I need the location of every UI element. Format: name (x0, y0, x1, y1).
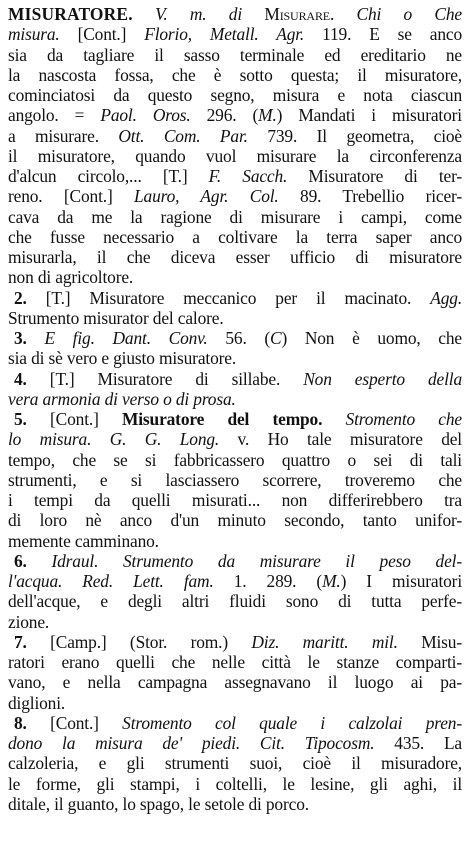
text-run: Strumento misurator del calore. (8, 307, 224, 328)
text-run: 739. Il geometra, cioè (247, 125, 462, 146)
text-run: ) Mandati i misuratori (276, 105, 462, 126)
text-run: Misurare. (264, 4, 335, 24)
text-run: cominciatosi da questo segno, misura e nota ciascun (8, 85, 462, 105)
text-run: l'acqua. Red. Lett. fam. (8, 571, 214, 591)
text-run: Paol. Oros. (100, 105, 191, 126)
text-run: a misurare. (8, 125, 119, 146)
text-run: Idraul. Strumento da misurare il peso del- (51, 550, 462, 571)
text-run: [Cont.] (50, 409, 122, 429)
text-line (8, 733, 462, 753)
text-line (8, 105, 462, 125)
text-run: [Cont.] (59, 24, 145, 45)
text-run: il misuratore, quando vuol misurare la circonferenza (8, 145, 462, 166)
text-run: ditale, il guanto, lo spago, le setole di porco. (8, 793, 309, 814)
text-run: 119. E se anco (304, 24, 462, 45)
text-line (8, 450, 462, 470)
text-line (8, 207, 462, 227)
sense-number: 3. (14, 328, 45, 348)
text-line (8, 24, 462, 44)
text-run: vano, e nella campagna assegnavano il luogo ai pa- (8, 672, 462, 693)
text-run: Agg. (430, 287, 463, 308)
text-run: Ott. Com. Par. (118, 125, 248, 146)
text-line (8, 713, 462, 733)
text-line (8, 65, 462, 85)
text-run: Stromento che (322, 409, 462, 429)
text-run: 1. 289. ( (213, 571, 323, 591)
text-run: reno. [Cont.] (8, 186, 135, 207)
text-line (8, 227, 462, 247)
text-run: 435. La (374, 733, 462, 753)
text-line (8, 531, 462, 551)
text-run: dell'acque, e degli altri fluidi sono di tutta perfe- (8, 591, 462, 612)
text-run: angolo. = (8, 105, 101, 126)
text-line (8, 389, 462, 409)
text-run: E fig. Dant. Conv. (44, 328, 208, 348)
text-run: diglioni. (8, 692, 66, 713)
text-run: i tempi da quelli misurati... non differirebbero tra (8, 490, 462, 510)
text-line (8, 753, 462, 773)
text-run: sia di sè vero e giusto misuratore. (8, 348, 237, 369)
text-line (8, 591, 462, 611)
text-run: [Cont.] (50, 712, 123, 733)
text-run: [Camp.] (Stor. rom.) (50, 631, 252, 652)
text-run: [T.] Misuratore meccanico per il macinato. (45, 287, 431, 308)
text-line (8, 571, 462, 591)
text-run: Non esperto della (303, 368, 462, 389)
text-run: di loro nè anco d'un minuto secondo, tanto unifor- (8, 510, 462, 531)
text-run: zione. (8, 611, 50, 632)
text-run: ratori erano quelli che nelle città le stanze comparti- (8, 652, 462, 672)
text-line (8, 369, 462, 389)
sense-number: 6. (14, 550, 52, 571)
sense-number: 7. (14, 631, 51, 652)
text-line (8, 166, 462, 186)
text-line (8, 85, 462, 105)
headword: MISURATORE. (8, 4, 133, 24)
sense-number: 8. (14, 712, 51, 733)
text-line (8, 774, 462, 794)
text-run: 56. ( (207, 328, 271, 348)
text-line (8, 308, 462, 328)
sense-number: 5. (14, 409, 51, 429)
text-line (8, 612, 462, 632)
text-line (8, 45, 462, 65)
text-line (8, 551, 462, 571)
text-run: Chi o Che (334, 4, 462, 24)
text-run: M. (258, 105, 277, 126)
text-run: misurarla, il che diceva esser ufficio di misuratore (8, 247, 462, 267)
text-run: memente camminano. (8, 530, 159, 551)
text-run: che fusse necessario a coltivare la terra saper anco (8, 226, 462, 247)
sense-number: 4. (14, 368, 50, 389)
text-line (8, 490, 462, 510)
text-line (8, 693, 462, 713)
text-line (8, 672, 462, 692)
text-run: calzoleria, e gli strumenti suoi, cioè il misuradore, (8, 753, 462, 774)
text-run: strumenti, e si lasciassero scorrere, troveremo che (8, 469, 462, 490)
text-run: non di agricoltore. (8, 267, 134, 288)
text-run: sia da tagliare il sasso terminale ed ereditario ne (8, 44, 462, 65)
text-run: V. m. di (132, 4, 265, 24)
text-run: dono la misura de' piedi. Cit. Tipocosm. (8, 733, 375, 753)
text-run: ) Non è uomo, che (281, 328, 462, 348)
text-run: le forme, gli stampi, i coltelli, le lesine, gli aghi, il (8, 773, 462, 794)
text-line (8, 652, 462, 672)
text-run: Misu- (397, 631, 462, 652)
text-run: ) I misuratori (340, 571, 462, 591)
text-run: tempo, che se si fabbricassero quattro o sei di tali (8, 449, 462, 470)
text-run: v. Ho tale misuratore del (219, 429, 462, 450)
text-run: F. Sacch. (208, 166, 288, 186)
text-line (8, 146, 462, 166)
text-run: 89. Trebellio ricer- (278, 186, 462, 207)
text-run: Lauro, Agr. Col. (134, 186, 279, 207)
text-run: cava da me la ragione di misurare i campi, come (8, 206, 462, 227)
text-line (8, 510, 462, 530)
text-run: misura. (8, 24, 60, 45)
dictionary-entry-misuratore (8, 4, 462, 814)
text-run: Florio, Metall. Agr. (144, 24, 305, 45)
text-line (8, 348, 462, 368)
text-line (8, 632, 462, 652)
text-run: M. (322, 571, 341, 591)
text-line (8, 429, 462, 449)
text-line (8, 328, 462, 348)
text-run: d'alcun circolo,... [T.] (8, 166, 209, 186)
text-line (8, 794, 462, 814)
sense-number: 2. (14, 287, 46, 308)
text-run: vera armonia di verso o di prosa. (8, 388, 236, 409)
text-line (8, 126, 462, 146)
text-line (8, 186, 462, 206)
text-run: 296. ( (190, 105, 259, 126)
text-line (8, 267, 462, 287)
text-line (8, 247, 462, 267)
text-line (8, 4, 462, 24)
text-line (8, 409, 462, 429)
text-run: [T.] Misuratore di sillabe. (49, 368, 304, 389)
text-run: Diz. maritt. mil. (251, 631, 398, 652)
text-run: Misuratore del tempo. (121, 409, 323, 429)
text-line (8, 288, 462, 308)
text-run: C (270, 328, 282, 348)
text-run: Stromento col quale i calzolai pren- (122, 712, 462, 733)
text-run: lo misura. G. G. Long. (8, 429, 220, 450)
text-run: Misuratore di ter- (287, 166, 462, 186)
text-run: la nascosta fossa, che è sotto questa; il misuratore, (8, 64, 462, 85)
text-line (8, 470, 462, 490)
